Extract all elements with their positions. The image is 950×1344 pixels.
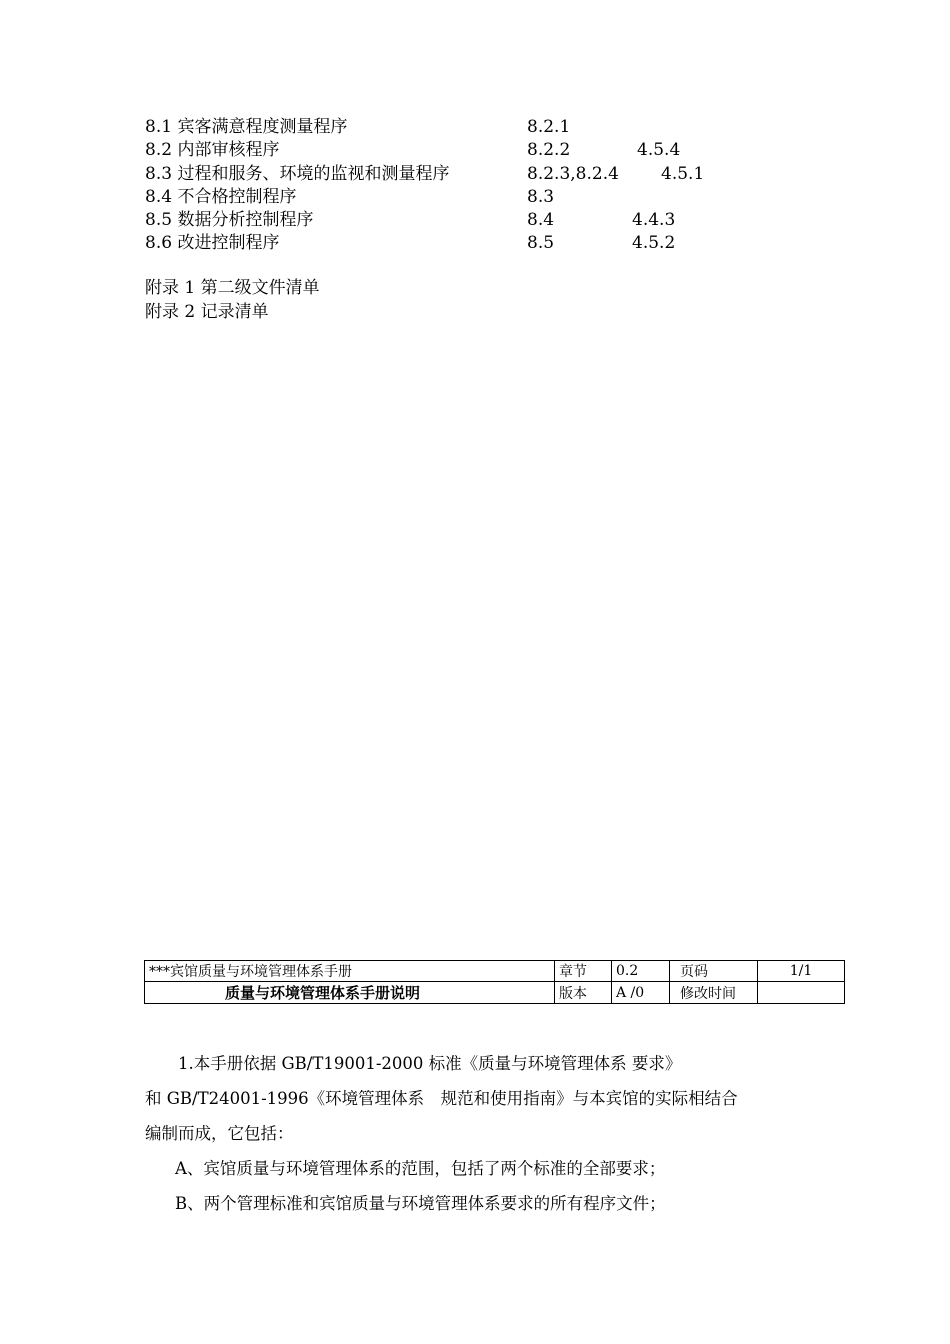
chapter-value: 0.2 — [612, 961, 670, 982]
body-paragraph: 编制而成，它包括： — [145, 1124, 294, 1143]
revision-value — [758, 982, 845, 1004]
body-paragraph: 和 GB/T24001-1996《环境管理体系 规范和使用指南》与本宾馆的实际相结合 — [145, 1089, 738, 1108]
toc-ref-iso14001: 4.5.2 — [632, 233, 676, 254]
toc-ref-iso14001: 4.5.1 — [661, 163, 705, 184]
toc-ref-iso9001: 8.4 — [527, 210, 555, 231]
body-list-item: A、宾馆质量与环境管理体系的范围，包括了两个标准的全部要求； — [175, 1159, 666, 1178]
toc-title: 8.1 宾客满意程度测量程序 — [145, 117, 348, 137]
body-text — [145, 1046, 825, 1221]
toc-ref-iso14001: 4.4.3 — [632, 210, 676, 231]
appendix-list — [145, 277, 320, 324]
appendix-item: 附录 2 记录清单 — [145, 301, 269, 322]
toc-row — [145, 139, 845, 162]
toc-row — [145, 186, 845, 209]
table-of-contents — [145, 116, 845, 256]
revision-label: 修改时间 — [670, 982, 758, 1004]
appendix-item: 附录 1 第二级文件清单 — [145, 278, 320, 298]
body-paragraph: 1.本手册依据 GB/T19001-2000 标准《质量与环境管理体系 要求》 — [178, 1054, 682, 1073]
body-list-item: B、两个管理标准和宾馆质量与环境管理体系要求的所有程序文件； — [175, 1194, 666, 1213]
page-value: 1/1 — [758, 961, 845, 982]
toc-ref-iso14001: 4.5.4 — [637, 140, 681, 161]
chapter-label: 章节 — [555, 961, 612, 982]
document-header-table — [144, 960, 845, 1004]
toc-ref-iso9001: 8.2.2 — [527, 140, 571, 161]
toc-ref-iso9001: 8.2.3,8.2.4 — [527, 163, 619, 184]
manual-name: ***宾馆质量与环境管理体系手册 — [145, 961, 555, 982]
toc-ref-iso9001: 8.5 — [527, 233, 555, 254]
toc-row — [145, 116, 845, 139]
toc-title: 8.2 内部审核程序 — [145, 140, 280, 161]
version-value: A /0 — [612, 982, 670, 1004]
toc-title: 8.3 过程和服务、环境的监视和测量程序 — [145, 163, 450, 184]
toc-row — [145, 232, 845, 255]
page-label: 页码 — [670, 961, 758, 982]
version-label: 版本 — [555, 982, 612, 1004]
section-title: 质量与环境管理体系手册说明 — [145, 982, 555, 1004]
toc-title: 8.6 改进控制程序 — [145, 233, 280, 254]
toc-row — [145, 209, 845, 232]
toc-title: 8.4 不合格控制程序 — [145, 186, 297, 207]
toc-ref-iso9001: 8.2.1 — [527, 117, 571, 137]
toc-title: 8.5 数据分析控制程序 — [145, 210, 314, 231]
toc-ref-iso9001: 8.3 — [527, 186, 555, 207]
toc-row — [145, 163, 845, 186]
